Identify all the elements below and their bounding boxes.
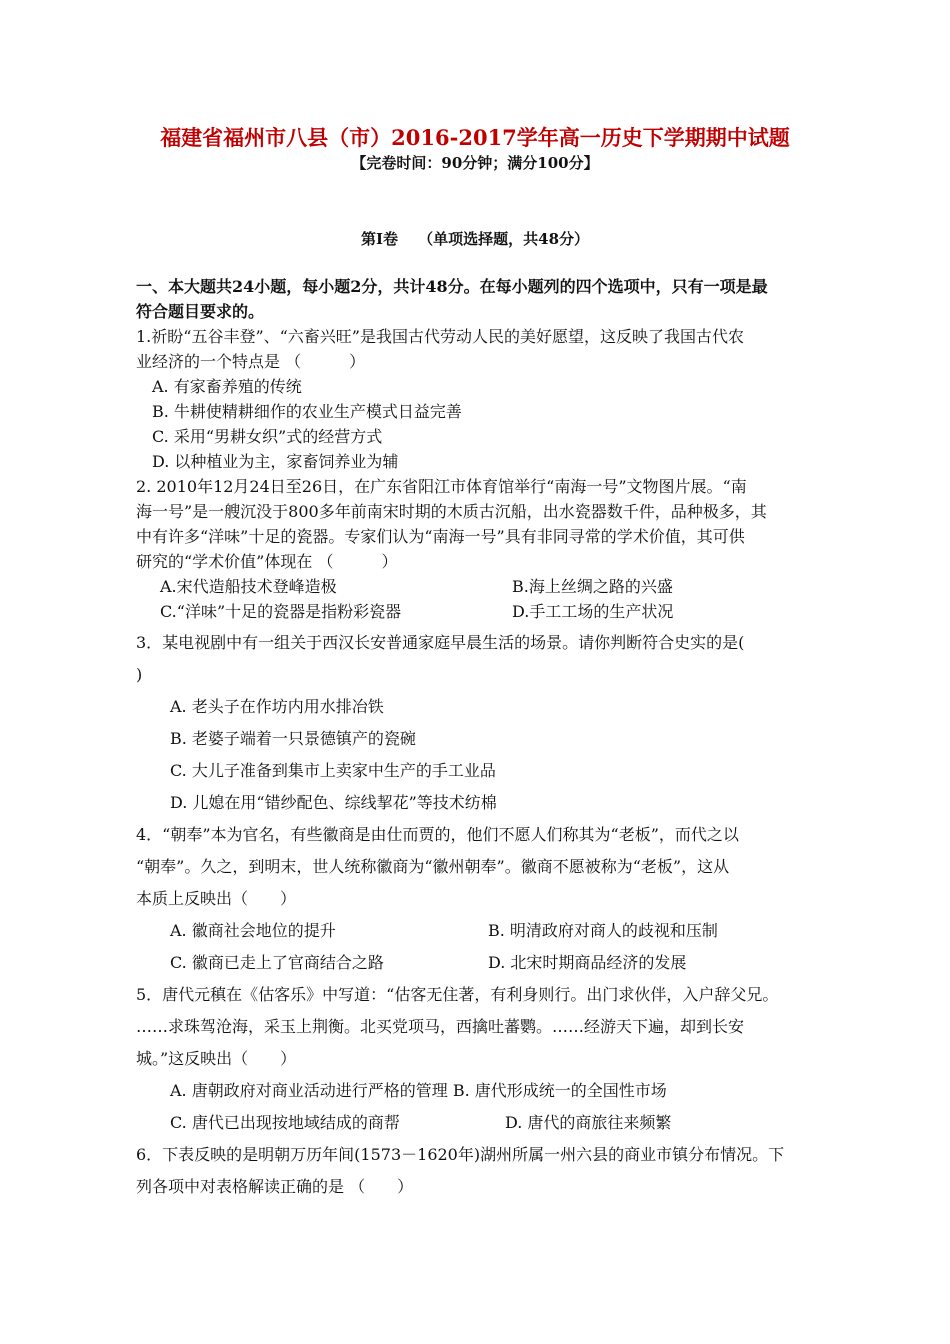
question-3-stem: )	[136, 665, 143, 684]
exam-time-note: 【完卷时间：90分钟；满分100分】	[351, 154, 599, 172]
question-4-option-b: B. 明清政府对商人的歧视和压制	[488, 921, 718, 940]
question-5-stem: 5．唐代元稹在《估客乐》中写道：“估客无住著，有利身则行。出门求伙伴，入户辞父兄。	[136, 985, 779, 1004]
question-4-stem: “朝奉”。久之，到明末，世人统称徽商为“徽州朝奉”。徽商不愿被称为“老板”，这从	[136, 857, 730, 876]
page-title: 福建省福州市八县（市）2016-2017学年高一历史下学期期中试题	[160, 125, 790, 150]
question-2-option-c: C.“洋味”十足的瓷器是指粉彩瓷器	[160, 602, 402, 621]
question-2-option-d: D.手工工场的生产状况	[512, 602, 674, 621]
question-1-stem: 1.祈盼“五谷丰登”、“六畜兴旺”是我国古代劳动人民的美好愿望，这反映了我国古代农	[136, 327, 744, 346]
question-6-stem: 6．下表反映的是明朝万历年间(1573－1620年)湖州所属一州六县的商业市镇分布情况。下	[136, 1145, 785, 1164]
question-2-stem: 海一号”是一艘沉没于800多年前南宋时期的木质古沉船，出水瓷器数千件，品种极多，其	[136, 502, 767, 521]
question-3-option-a: A. 老头子在作坊内用水排冶铁	[170, 697, 384, 716]
question-4-option-a: A. 徽商社会地位的提升	[170, 921, 336, 940]
question-5-option-d: D. 唐代的商旅往来频繁	[505, 1113, 672, 1132]
question-5-stem: 城。”这反映出（ ）	[136, 1049, 297, 1068]
question-4-option-c: C. 徽商已走上了官商结合之路	[170, 953, 384, 972]
question-5-option-c: C. 唐代已出现按地域结成的商帮	[170, 1113, 400, 1132]
question-1-option-b: B. 牛耕使精耕细作的农业生产模式日益完善	[152, 402, 462, 421]
question-5-option-ab: A. 唐朝政府对商业活动进行严格的管理 B. 唐代形成统一的全国性市场	[170, 1081, 667, 1100]
question-5-stem: ……求珠驾沧海，采玉上荆衡。北买党项马，西擒吐蕃鹦。……经游天下遍，却到长安	[136, 1017, 745, 1036]
question-3-option-c: C. 大儿子准备到集市上卖家中生产的手工业品	[170, 761, 496, 780]
instructions-line: 符合题目要求的。	[136, 302, 265, 321]
question-1-option-d: D. 以种植业为主，家畜饲养业为辅	[152, 452, 399, 471]
question-3-option-b: B. 老婆子端着一只景德镇产的瓷碗	[170, 729, 416, 748]
question-4-stem: 本质上反映出（ ）	[136, 889, 297, 908]
question-4-option-d: D. 北宋时期商品经济的发展	[488, 953, 687, 972]
question-1-option-a: A. 有家畜养殖的传统	[152, 377, 302, 396]
question-1-stem: 业经济的一个特点是 （ ）	[136, 352, 366, 371]
instructions-line: 一、本大题共24小题，每小题2分，共计48分。在每小题列的四个选项中，只有一项是最	[136, 277, 768, 296]
question-2-option-b: B.海上丝绸之路的兴盛	[512, 577, 673, 596]
section-heading: 第Ⅰ卷 （单项选择题，共48分）	[360, 230, 590, 248]
question-6-stem: 列各项中对表格解读正确的是 （ ）	[136, 1177, 414, 1196]
question-3-option-d: D. 儿媳在用“错纱配色、综线挈花”等技术纺棉	[170, 793, 497, 812]
question-2-option-a: A.宋代造船技术登峰造极	[160, 577, 337, 596]
question-2-stem: 研究的“学术价值”体现在 （ ）	[136, 552, 398, 571]
question-1-option-c: C. 采用“男耕女织”式的经营方式	[152, 427, 383, 446]
question-2-stem: 中有许多“洋味”十足的瓷器。专家们认为“南海一号”具有非同寻常的学术价值，其可供	[136, 527, 745, 546]
question-3-stem: 3．某电视剧中有一组关于西汉长安普通家庭早晨生活的场景。请你判断符合史实的是(	[136, 633, 745, 652]
question-2-stem: 2. 2010年12月24日至26日，在广东省阳江市体育馆举行“南海一号”文物图片展。“南	[136, 477, 747, 496]
question-4-stem: 4．“朝奉”本为官名，有些徽商是由仕而贾的，他们不愿人们称其为“老板”，而代之以	[136, 825, 739, 844]
